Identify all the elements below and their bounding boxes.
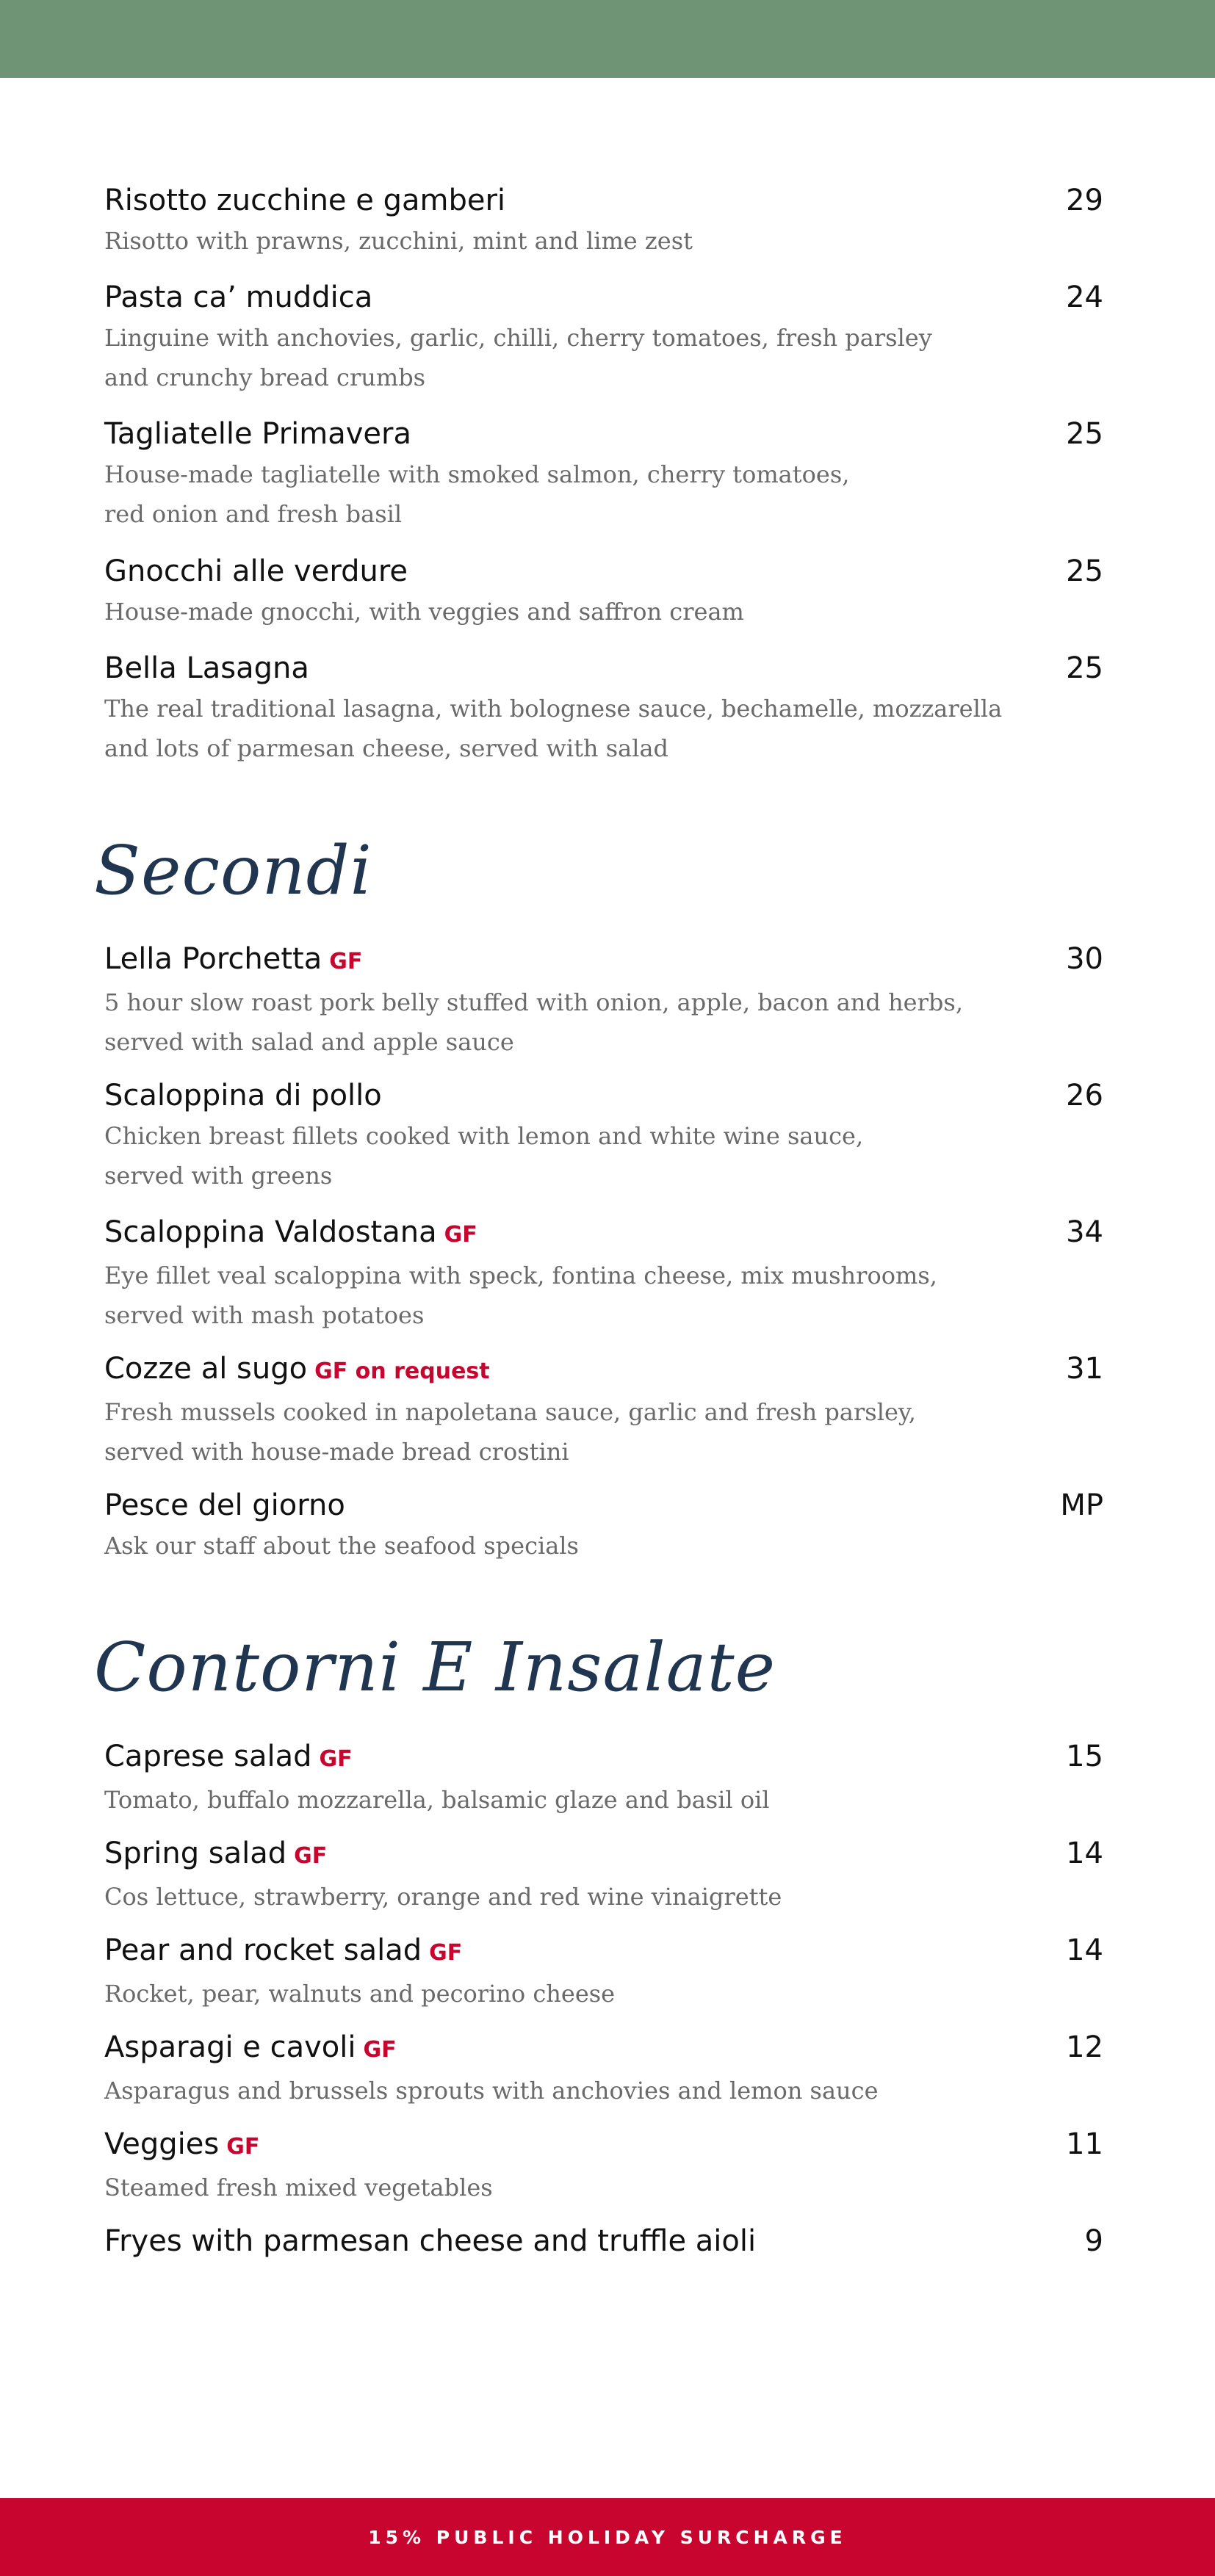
item-description: Risotto with prawns, zucchini, mint and lime zest: [104, 227, 693, 255]
item-description: House-made tagliatelle with smoked salmon, cherry tomatoes, red onion and fresh basil: [104, 460, 850, 528]
item-description: House-made gnocchi, with veggies and saffron cream: [104, 598, 744, 626]
section-title-contorni: Contorni E Insalate: [94, 1628, 776, 1707]
item-price: 24: [1066, 281, 1103, 314]
section-title-secondi: Secondi: [94, 831, 372, 910]
item-name: Bella Lasagna: [104, 651, 309, 685]
menu-item: [104, 940, 1103, 1062]
menu-item: [104, 2125, 1103, 2207]
item-price: 30: [1066, 942, 1103, 976]
item-description: Eye fillet veal scaloppina with speck, fontina cheese, mix mushrooms, served with mash potatoes: [104, 1262, 937, 1329]
gf-badge: GF: [429, 1940, 463, 1966]
item-description: 5 hour slow roast pork belly stuffed with onion, apple, bacon and herbs, served with salad and apple sauce: [104, 988, 963, 1056]
menu-item: [104, 1486, 1103, 1566]
menu-item: [104, 1350, 1103, 1472]
item-name: Fryes with parmesan cheese and truffle aioli: [104, 2224, 757, 2258]
item-name: Scaloppina Valdostana GF: [104, 1215, 477, 1249]
footer-band: [0, 2498, 1215, 2576]
item-price: 31: [1066, 1352, 1103, 1386]
menu-item: [104, 1077, 1103, 1195]
item-name: Pasta ca’ muddica: [104, 281, 373, 314]
item-description: Chicken breast fillets cooked with lemon and white wine sauce, served with greens: [104, 1122, 864, 1190]
menu-item: [104, 649, 1103, 768]
item-name: Tagliatelle Primavera: [104, 417, 411, 451]
item-name: Risotto zucchine e gamberi: [104, 184, 505, 217]
menu-item: [104, 181, 1103, 261]
item-price: 29: [1066, 184, 1103, 217]
item-price: 11: [1066, 2127, 1103, 2161]
item-description: Cos lettuce, strawberry, orange and red wine vinaigrette: [104, 1883, 782, 1911]
item-price: 14: [1066, 1933, 1103, 1967]
item-price: MP: [1060, 1488, 1103, 1522]
item-price: 14: [1066, 1837, 1103, 1870]
item-price: 25: [1066, 651, 1103, 685]
item-description: Tomato, buffalo mozzarella, balsamic glaze and basil oil: [104, 1786, 770, 1814]
item-description: Linguine with anchovies, garlic, chilli, cherry tomatoes, fresh parsley and crunchy bread crumbs: [104, 324, 932, 391]
menu-item: [104, 2028, 1103, 2110]
gf-badge: GF: [319, 1746, 353, 1772]
item-price: 34: [1066, 1215, 1103, 1249]
header-band: [0, 0, 1215, 78]
menu-item: [104, 415, 1103, 534]
item-name: Scaloppina di pollo: [104, 1079, 382, 1112]
item-name: Spring salad GF: [104, 1837, 328, 1870]
menu-item: [104, 552, 1103, 632]
item-price: 15: [1066, 1740, 1103, 1773]
item-name: Gnocchi alle verdure: [104, 554, 408, 588]
menu-item: [104, 2222, 1103, 2260]
gf-badge: GF: [294, 1843, 328, 1869]
item-description: Ask our staff about the seafood specials: [104, 1532, 579, 1560]
menu-item: [104, 1737, 1103, 1820]
menu-item: [104, 1834, 1103, 1917]
item-name: Pear and rocket salad GF: [104, 1933, 463, 1967]
item-name: Veggies GF: [104, 2127, 260, 2161]
gf-badge: GF: [444, 1222, 477, 1248]
item-description: Fresh mussels cooked in napoletana sauce, garlic and fresh parsley, served with house-made bread crostini: [104, 1398, 916, 1466]
menu-item: [104, 278, 1103, 397]
surcharge-notice: 15% PUBLIC HOLIDAY SURCHARGE: [368, 2526, 847, 2548]
item-name: Pesce del giorno: [104, 1488, 345, 1522]
item-price: 12: [1066, 2030, 1103, 2064]
gf-badge: GF: [363, 2037, 397, 2063]
gf-badge: GF: [226, 2134, 260, 2160]
item-description: The real traditional lasagna, with bolognese sauce, bechamelle, mozzarella and lots of parmesan cheese, served with salad: [104, 695, 1003, 762]
menu-item: [104, 1931, 1103, 2014]
item-name: Lella Porchetta GF: [104, 942, 363, 976]
gf-badge: GF on request: [314, 1358, 490, 1384]
item-price: 25: [1066, 554, 1103, 588]
item-price: 9: [1084, 2224, 1103, 2258]
item-name: Caprese salad GF: [104, 1740, 353, 1773]
item-description: Rocket, pear, walnuts and pecorino cheese: [104, 1980, 616, 2008]
item-description: Asparagus and brussels sprouts with anchovies and lemon sauce: [104, 2077, 879, 2105]
item-name: Asparagi e cavoli GF: [104, 2030, 397, 2064]
gf-badge: GF: [329, 949, 363, 974]
menu-item: [104, 1213, 1103, 1335]
item-price: 26: [1066, 1079, 1103, 1112]
item-name: Cozze al sugo GF on request: [104, 1352, 490, 1386]
item-price: 25: [1066, 417, 1103, 451]
item-description: Steamed fresh mixed vegetables: [104, 2174, 493, 2201]
